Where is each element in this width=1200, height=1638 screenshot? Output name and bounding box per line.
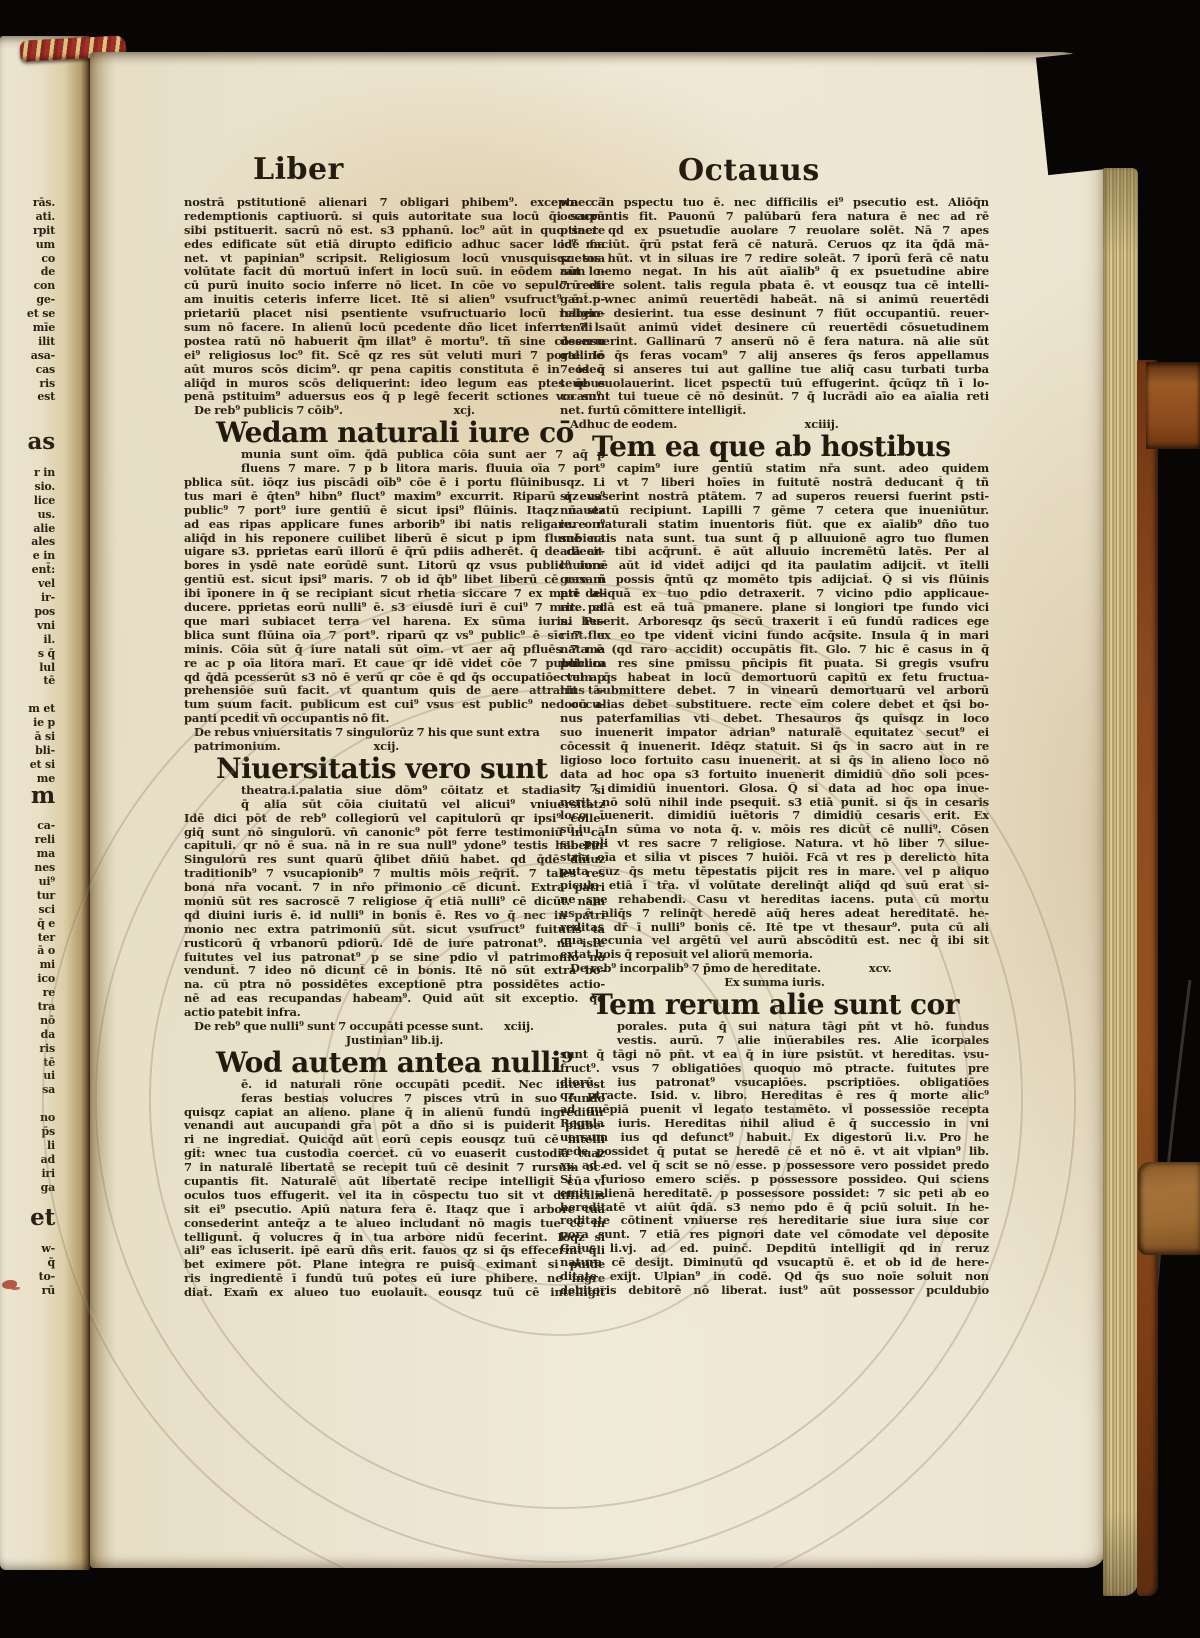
text-line: qz ptracte. Isid. v. libro. Hereditas ē res q̄ morte alic⁹ xyxy=(560,1089,989,1103)
chapter-number: xcij. xyxy=(373,739,400,753)
facing-page-fragment: no xyxy=(40,1111,55,1125)
facing-page-fragment: reli xyxy=(34,833,55,847)
text-line: nus paterfamilias vti debet. Thesauros q̄s quisqz in loco xyxy=(560,712,989,726)
text-line: edes edificate sūt etiā dirupto edificio adhuc sacer loc⁹ ma xyxy=(184,237,605,251)
text-line: nostrā pstitutionē alienari 7 obligari phibem⁹. excepta cā xyxy=(184,196,605,209)
text-line: rusticorū q̄ vrbanorū pdiorū. Idē de iure patronat⁹. nā iste xyxy=(184,936,605,950)
text-line: net. furtū cōmittere intelligit̄. xyxy=(560,404,747,418)
text-line: sum nō facere. In alienū locū pcedente dño licet inferre. 7 ls xyxy=(184,321,605,335)
text-line: feras bestias volucres 7 pisces vtrū in suo fundo xyxy=(241,1091,605,1105)
facing-page-fragment: sci xyxy=(38,902,55,916)
facing-page-fragment: de xyxy=(40,265,55,279)
text-line: piculo etiā ī tr̄a. vl̄ volūtate derelinq̄t aliq̄d qd suū erat si- xyxy=(560,878,989,892)
section-heading: Wod autem antea nulli⁹ xyxy=(216,1047,573,1078)
text-line: oculos tuos effugerit. vel ita in cōspectu tuo sit vt difficilis xyxy=(184,1188,605,1202)
facing-page-fragment: me xyxy=(36,771,55,785)
text-line: public⁹ 7 port⁹ iure gentiū ē sicut ipsi⁹ flūinis. Itaqz nauez xyxy=(184,503,605,517)
chapter-rubric xyxy=(184,740,605,754)
facing-page-fragment: tē xyxy=(43,674,55,688)
text-line: ē. id naturali rōne occupāti pcedit̄. Nec interest xyxy=(241,1077,605,1091)
book-page xyxy=(90,52,1104,1568)
facing-page-fragment: ā o xyxy=(37,944,55,958)
facing-page-fragment: ilit xyxy=(38,334,55,348)
text-line: natura cē desijt. Diminutū qd vsucaptū ē. et ob id de here- xyxy=(560,1256,989,1270)
text-line: minis. Cōia sūt q̄ iure natali sūt oīm. vt aer aq̄ pfluēs 7 ma xyxy=(184,642,605,656)
text-line: re ac p oīa litora marī. Et caue qr idē videt̄ cōe 7 publicum xyxy=(184,656,605,670)
text-line: gere ñ possis q̄ntū qz momēto tpis adijciat̄. Q̄ si vis flūinis xyxy=(560,573,989,587)
text-line: extat hois q̄ reposuit vel aliorū memoria. xyxy=(560,948,813,962)
facing-page-fragment: as xyxy=(27,428,55,456)
facing-page-fragment: ris xyxy=(39,376,55,390)
text-line: su ppl̄i vt res sacre 7 religiose. Natura. vt hō liber 7 silue- xyxy=(560,837,989,851)
text-line: rint. ex eo tpe vident̄ vicini fundo acq̄site. Insula q̄ in mari xyxy=(560,628,989,642)
facing-page-fragment: lice xyxy=(33,493,55,507)
text-line: ligioso loco fortuito casu inuenerit. at si q̄s in alieno loco nō xyxy=(560,753,989,767)
text-line: na. cū ptra nō possidētes exceptionē ptra possidētes actio- xyxy=(184,978,605,992)
text-line: net. vt papinian⁹ scripsit. Religiosum locū vnusquisqz sua xyxy=(184,251,605,265)
text-line: stria oīa et sil̄ia vt pisces 7 huiōi. Fcā vt res p derelicto hīta xyxy=(560,851,989,865)
facing-page-fragment: m xyxy=(30,781,55,809)
text-line: habere desierint. tua esse desinunt 7 fiūt occupantiū. reuer- xyxy=(560,307,989,321)
text-line: telligunt̄. q̄ volucres q̄ in tua arbore nidū fecerint. Iōqz si xyxy=(184,1230,605,1244)
text-line: rius submittere debet. 7 in vinearū demortuarū vel arborū xyxy=(560,684,989,698)
facing-page-fragment: ris xyxy=(39,1041,55,1055)
text-line: Si a furioso emero sciēs. p possessore possideo. Qui sciens xyxy=(560,1172,989,1186)
text-line: ni heserit. Arboresqz q̄s secū traxerit ī eū fundū radices ege xyxy=(560,614,989,628)
facing-page-fragment: re xyxy=(42,986,55,1000)
text-line: idē faciūt. q̄rū pstat ferā cē naturā. Ceruos qz ita q̄dā mā- xyxy=(560,237,989,251)
text-line: bet eximere pōt. Plane integra re puisq̄ eximant̄ si puide xyxy=(184,1258,605,1272)
text-line: blica sunt flūina oīa 7 port⁹. riparū qz vs⁹ public⁹ ē sīc 7 flu xyxy=(184,628,605,642)
clasp-strap-top xyxy=(1146,362,1200,449)
text-line: nē ad eas recupandas habeam⁹. Quid aūt sit exceptio. q̄d xyxy=(184,992,605,1006)
text-line: que mari subiacet terra vel harena. Ex sūma iuris. Pu- xyxy=(184,614,605,628)
text-line: si euaserint nostrā ptātem. 7 ad superos reuersi fuerint psti- xyxy=(560,489,989,503)
text-line: postea ratū nō habuerit q̄m illat⁹ ē mortu⁹. tñ sine cōsensu xyxy=(184,334,605,348)
text-line: ali⁹ eas īcluserit. ipē earū dñs erit. fauos qz si q̄s effecerint q̄li xyxy=(184,1244,605,1258)
text-line: sū.iu. In sūma vo nota q̄. v. mōis res dicūt̄ cē nulli⁹. Cōsen xyxy=(560,823,989,837)
facing-page-fragment: um xyxy=(35,237,55,251)
facing-page-fragment: et se xyxy=(26,307,55,321)
facing-page-fragment: ga xyxy=(40,1180,55,1194)
text-line: moniū sūt res sacroscē 7 religiose q̄ etiā nulli⁹ cē dicūt. nam xyxy=(184,894,605,908)
chapter-rubric-text: Adhuc de eodem. xyxy=(570,418,678,432)
facing-page-fragment: ir- xyxy=(41,591,55,605)
text-line: bores in ysdē nate eorūdē sunt. Litorū qz vsus public⁹ iure xyxy=(184,559,605,573)
text-line: publica res sine pmissu pn̄cipis fit puata. Si gregis vsufru xyxy=(560,656,989,670)
text-line: venandi aut aucupandi gr̄a pōt a dño si is puiderit phibe- xyxy=(184,1119,605,1133)
facing-page-fragment: ter xyxy=(37,930,55,944)
text-line: Gaius li.vj. ad ed. puinc̄. Depditū intelligit̄ qd in reruz xyxy=(560,1242,989,1256)
facing-page-fragment: nō xyxy=(40,1013,55,1027)
text-line: reditas dr̄ ī nulli⁹ bonis cē. Itē tpe vt thesaur⁹. puta cū ali xyxy=(560,920,989,934)
text-line: quisqz capiat an alieno. plane q̄ in alienū fundū ingreditur xyxy=(184,1105,605,1119)
page-block-fore-edge xyxy=(1103,168,1138,1596)
text-line: munia sunt oīm. q̄dā publica cōia sunt aer 7 aq̄ p xyxy=(241,448,605,462)
chapter-rubric-text: De reb⁹ que nulli⁹ sunt 7 occupāti pcesse sunt. xyxy=(194,1019,484,1033)
section-heading: Tem ea que ab hostibus xyxy=(592,432,951,463)
chapter-rubric-text: De rebus vniuersitatis 7 singulorūz 7 his que sunt extra xyxy=(194,726,540,740)
facing-page-fragment: p̄s xyxy=(41,1125,55,1138)
text-line: wnec in pspectu tuo ē. nec difficilis ei⁹ psecutio est. Aliōq̄n xyxy=(560,196,989,209)
text-line: ibi īponere in q̄ se recipiant sicut rhetia siccare 7 ex mari de- xyxy=(184,587,605,601)
text-line: hereditatē vt aiūt q̄dā. s3 nemo pdo ē q̄ pciū soluit. In he- xyxy=(560,1200,989,1214)
facing-page-fragment: to- xyxy=(38,1270,55,1284)
facing-page-fragment: da xyxy=(40,1027,55,1041)
text-line: git̄: wnec tua custodia coercet̄. cū vo euaserit custodiā tuaz xyxy=(184,1147,605,1161)
text-line: nū statū recipiunt. Lapilli 7 gēme 7 cetera que inueniūtur. xyxy=(560,503,989,517)
text-line: panti pcedit̄ vn̄ occupantis nō fit. xyxy=(184,712,390,726)
text-line: capituli. qr nō ē sua. nā in re sua null⁹ ydone⁹ testis habetur xyxy=(184,839,605,853)
text-line: loco īuenerit. dimidiū iuētoris 7 dimidiū cesaris erit. Ex xyxy=(560,809,989,823)
facing-page-text-fragments xyxy=(0,196,60,1326)
running-head-left: Liber xyxy=(253,152,344,187)
text-line: vt 7 liberi hoīes in fuitutē nostrā deducant̄ q̄ tñ xyxy=(617,476,989,490)
facing-page-fragment: vel xyxy=(38,577,55,591)
chapter-rubric xyxy=(560,418,989,432)
text-line: suetos hūt. vt in siluas ire 7 redire soleāt. 7 iporū ferā cē natu xyxy=(560,251,989,265)
text-line: sit. 7 dimidiū inuentori. Glosa. Q̄ si data ad hoc opa inue- xyxy=(560,781,989,795)
facing-page-fragment: est xyxy=(37,390,55,404)
facing-page-fragment: mīe xyxy=(32,321,55,335)
text-line: ram nemo negat. In his aūt aīalib⁹ q̄ ex psuetudine abire xyxy=(560,265,989,279)
facing-page-fragment: con xyxy=(33,279,55,293)
facing-page-fragment: alie xyxy=(33,521,55,535)
chapter-rubric xyxy=(560,962,989,976)
facing-page-fragment: ie p xyxy=(33,716,55,730)
chapter-number: xciiij. xyxy=(804,418,839,432)
text-line: suo inuenerit impator adrian⁹ naturalē equitatez secut⁹ ei xyxy=(560,726,989,740)
facing-page-fragment: sio. xyxy=(34,479,55,493)
text-line: reditate cōtinent̄ vniuerse res hereditarie siue iura siue cor xyxy=(560,1214,989,1228)
text-line: subiectis nata sunt. tua sunt q̄ p alluuionē agro tuo flumen xyxy=(560,531,989,545)
facing-page-fragment: w- xyxy=(41,1242,55,1256)
text-line: fluens 7 mare. 7 p b litora maris. fluuia oīa 7 port⁹ xyxy=(241,462,605,476)
text-line: ei⁹ religiosus loc⁹ fit. Scē qz res sūt veluti muri 7 porte. Iō xyxy=(184,348,605,362)
text-line: pblica sūt. iōqz ius piscādi oīb⁹ cōe ē i portu flūinibusqz. Li xyxy=(184,476,605,490)
text-line: consederint anteq̄z a te alueo includant̄ nō magis tue cē in xyxy=(184,1216,605,1230)
facing-page-fragment xyxy=(0,688,60,702)
chapter-rubric xyxy=(184,726,605,740)
text-line: aliq̄d in muros scōs deliquerint: ideo legum eas ptes q̄bus xyxy=(184,376,605,390)
chapter-rubric-text: De reb⁹ publicis 7 cōib⁹. xyxy=(194,404,343,418)
facing-page-fragment: ui⁹ xyxy=(38,874,55,888)
text-line: prehensiōe suū facit. vt quantum quis de aere attrahit tā- xyxy=(184,684,605,698)
text-line: ptinet qd ex psuetudīe auolare 7 reuolare solēt. Nā 7 apes xyxy=(560,223,989,237)
text-line: aūt muros scōs dicim⁹. qr pena capitis constituta ē in eos q̄ xyxy=(184,362,605,376)
text-line: porales. puta q̄ sui natura tāgi pn̄t vt hō. fundus xyxy=(617,1019,989,1033)
text-line: 7 in naturalē libertatē se recepit tuū cē desinit 7 rursum oc- xyxy=(184,1161,605,1175)
text-line: data ad hoc opa s3 fortuito inuenerit dimidiū dño soli pces- xyxy=(560,767,989,781)
text-line: occupantis fit. Pauonū 7 palūbarū fera natura ē nec ad rē xyxy=(560,209,989,223)
text-line: Singulorū res sunt quarū q̄libet dñiū habet. qd q̄dē dñiuz xyxy=(184,853,605,867)
facing-page-fragment: ca- xyxy=(37,819,55,833)
text-line: ptē aliquā ex tuo pdio detraxerit. 7 vicino pdio applicaue- xyxy=(560,587,989,601)
text-line: qd q̄dā pcesserūt s3 nō ē verū qr cōe ē qd q̄s occupatiōe vel ap xyxy=(184,670,605,684)
facing-page-fragment: e in xyxy=(32,549,55,563)
facing-page-fragment: lul xyxy=(39,660,55,674)
facing-page-fragment: ati. xyxy=(35,209,55,223)
text-line: sunt q̄ tāgi nō pn̄t. vt ea q̄ in iure psistūt. vt hereditas. vsu- xyxy=(560,1047,989,1061)
text-line: us ē aliq̄s 7 relinq̄t heredē aūq̄ heres adeat hereditatē. he- xyxy=(560,906,989,920)
text-line: deseruerint. Gallinarū 7 anserū nō ē fera natura. nā alie sūt xyxy=(560,334,989,348)
facing-page-fragment: et si xyxy=(29,757,55,771)
text-column-left xyxy=(184,196,605,1300)
text-line: puta cuz q̄s metu tēpestatis pijcit res in mare. vel p aliquo xyxy=(560,864,989,878)
facing-page-fragment: rpit xyxy=(33,223,55,237)
text-line: pora sunt. 7 etiā res pignori date vel cōmodate vel deposite xyxy=(560,1228,989,1242)
facing-page xyxy=(0,36,90,1570)
text-line: sit ei⁹ psecutio. Apiū natura fera ē. Itaqz que ī arbore tua xyxy=(184,1202,605,1216)
text-line: Idē dici pōt de reb⁹ collegiorū vel capitulorū qr ipsi⁹ colle- xyxy=(184,811,605,825)
text-line: 7 redire solent. talis regula pbata ē. vt eousqz tua cē intelli- xyxy=(560,279,989,293)
facing-page-fragment: sa xyxy=(42,1083,55,1097)
facing-page-fragment: ent̄: xyxy=(31,563,55,577)
text-line: debitoris debitorē nō liberat. iust⁹ aūt possessor pculdubio xyxy=(560,1283,989,1297)
text-line: volūtate facit dū mortuū infert in locū suū. in eōdem aūt lo- xyxy=(184,265,605,279)
text-line: adiecit tibi acq̄runt̄. ē aūt alluuio incremētū latēs. Per al xyxy=(560,545,989,559)
facing-page-fragment: il. xyxy=(43,632,55,646)
text-line: gant̄. wnec animū reuertēdi habeāt. nā si animū reuertēdi xyxy=(560,293,989,307)
text-line: locū alias debet substituere. recte eīm colere debet et q̄si bo- xyxy=(560,698,989,712)
source-note: Ex summa iuris. xyxy=(724,976,825,990)
facing-page-fragment xyxy=(0,1298,60,1312)
facing-page-fragment: vni xyxy=(37,618,55,632)
section-heading: Wedam naturali iure cō xyxy=(216,418,574,449)
text-line: redemptionis captiuorū. si quis autoritate sua locū q̄i sacrū xyxy=(184,209,605,223)
text-line: luuionē aūt id videt̄ adijci qd ita paulatim adijcit̄. vt ītelli xyxy=(560,559,989,573)
facing-page-fragment: rās. xyxy=(32,196,55,209)
facing-page-fragment: ico xyxy=(37,972,55,986)
facing-page-fragment: nes xyxy=(34,861,55,875)
text-line: qd diuini iuris ē. id nulli⁹ in bonis ē. Res vo q̄ nec in patri xyxy=(184,908,605,922)
text-line: diat̄. Exam̄ ex alueo tuo euolauit. eousqz tuū cē intelligit̄ xyxy=(184,1286,605,1300)
facing-page-fragment: q̄ xyxy=(47,1256,55,1270)
facing-page-fragment: tē xyxy=(43,1055,55,1069)
text-line: diorū. ius patronat⁹ vsucapiōes. pscriptiōes. obligatiōes xyxy=(560,1075,989,1089)
text-line: uigare s3. pprietas earū illorū ē q̄rū pdiis adherēt. q̄ de cā ar- xyxy=(184,545,605,559)
text-line: rit. palā est eā tuā pmanere. plane si longiori tpe fundo vici xyxy=(560,601,989,615)
text-line: traditionib⁹ 7 vsucapionib⁹ 7 multis mōis req̄rit̄. 7 tales res xyxy=(184,867,605,881)
facing-page-fragment: bli- xyxy=(35,743,55,757)
text-line: teue euolauerint. licet pspectū tuū effugerint. q̄cūqz tñ ī lo- xyxy=(560,376,989,390)
chapter-number: xcj. xyxy=(453,404,475,418)
section-heading: Tem rerum alie sunt cor xyxy=(592,989,959,1020)
text-line: theatra.i.palatia siue dōm⁹ cōitatz et stadia 7 si xyxy=(241,783,605,797)
text-line: cupantis fit. Naturalē aūt libertatē recipe intelligit̄ cū vl̄ xyxy=(184,1175,605,1188)
text-line: fruct⁹. vsus 7 obligatiōes quoquo mō ptracte. fuitutes pre xyxy=(560,1061,989,1075)
top-right-shadow xyxy=(1036,40,1200,175)
facing-page-fragment: ā si xyxy=(34,729,55,743)
facing-page-fragment xyxy=(0,1097,60,1111)
text-line: xv. ad ed. vel q̄ scit se nō esse. p possessore vero possidet predo xyxy=(560,1158,989,1172)
facing-page-fragment: s q̄ xyxy=(37,646,55,660)
text-line: bona nr̄a vocant̄. 7 in nr̄o pr̄imonio cē dicunt̄. Extra patri xyxy=(184,881,605,895)
text-line: emit alienā hereditatē. p possessore possidet: 7 sic peti ab eo xyxy=(560,1186,989,1200)
text-line: giq̄ sunt nō singulorū. vn̄ canonic⁹ pōt ferre testimoniū in cā xyxy=(184,825,605,839)
text-line: Regula iuris. Hereditas nihil aliud ē q̄ successio in vni xyxy=(560,1117,989,1131)
text-line: gentiū est. sicut ipsi⁹ maris. 7 ob id q̄b⁹ libet liberū cē casam xyxy=(184,573,605,587)
chapter-rubric-text: De reb⁹ incorpalib⁹ 7 p̄mo de hereditate. xyxy=(570,962,822,976)
section-heading: Niuersitatis vero sunt xyxy=(216,753,548,784)
facing-page-fragment: ales xyxy=(31,535,55,549)
text-line: monio nec extra patrimoniū sūt. sicut vsufruct⁹ fuitutis tā xyxy=(184,922,605,936)
text-line: cū purū inuito socio inferre nō licet. In cōe vo sepulcrū eti xyxy=(184,279,605,293)
text-line: vestis. aurū. 7 alie inūerabiles res. Alie īcorpales xyxy=(617,1033,989,1047)
text-line: capim⁹ iure gentiū statim nr̄a sunt. adeo quidem xyxy=(617,462,989,476)
text-line: ad eas ripas applicare funes arborib⁹ ibi natis religare. on⁹ xyxy=(184,517,605,531)
text-line: vendunt̄. 7 ideo nō dicunt̄ cē in bonis. Itē nō sūt extra bo- xyxy=(184,964,605,978)
facing-page-fragment: asa- xyxy=(30,348,55,362)
chapter-number: xciij. xyxy=(503,1019,534,1033)
facing-page-fragment: tur xyxy=(36,888,55,902)
facing-page-fragment: co xyxy=(41,251,55,265)
cover-leather-edge xyxy=(1137,360,1158,1596)
text-line: rede possidet q̄ putat se heredē cē et nō ē. vt ait vlpian⁹ lib. xyxy=(560,1145,989,1158)
chapter-number: xcv. xyxy=(868,962,892,976)
text-line: aliq̄d in his reponere cuilibet liberū ē sicut p ipm flumē na xyxy=(184,531,605,545)
facing-page-fragment: q̄ e xyxy=(37,916,55,930)
chapter-rubric xyxy=(184,1020,605,1034)
facing-page-fragment: ui xyxy=(43,1069,55,1083)
facing-page-fragment: ad xyxy=(40,1152,55,1166)
chapter-rubric-text: patrimonium. xyxy=(194,739,281,753)
chapter-rubric xyxy=(184,404,605,418)
text-line: actio patebit infra. xyxy=(184,1006,301,1020)
facing-page-fragment: li xyxy=(47,1138,55,1152)
clasp-strap-bottom xyxy=(1138,1162,1200,1255)
running-head-right: Octauus xyxy=(678,153,820,188)
text-line: sibi pstituerit. sacrū nō est. s3 pphanū. loc⁹ aūt in quo sacre xyxy=(184,223,605,237)
facing-page-fragment: cas xyxy=(35,362,55,376)
facing-page-fragment: r in xyxy=(33,466,55,480)
text-line: ducere. pprietas eorū nulli⁹ ē. s3 eiusdē iurī ē cui⁹ 7 mare. et xyxy=(184,601,605,615)
text-line: q̄ alia sūt cōia ciuitatū vel alicui⁹ vniuersitatz xyxy=(241,797,605,811)
text-line: cōcessit q̄ inuenerit. Idēqz statuit. Si q̄s in sacro aut in re xyxy=(560,739,989,753)
facing-page-fragment: tra xyxy=(37,999,55,1013)
text-line: tus mari ē q̄ten⁹ hibn⁹ fluct⁹ maxim⁹ excurrit. Riparū qz vs⁹ xyxy=(184,489,605,503)
text-column-right xyxy=(560,196,989,1298)
text-line: ctum q̄s habeat in locū demortuorū capitū ex fetu fructua- xyxy=(560,670,989,684)
facing-page-fragment xyxy=(0,404,60,418)
text-line: tendi aūt animū videt̄ desinere cū reuertēdi cōsuetudinem xyxy=(560,321,989,335)
facing-page-fragment: mi xyxy=(39,958,55,972)
text-line: iure naturali statim inuentoris fiūt. que ex aīalib⁹ dño tuo xyxy=(560,517,989,531)
facing-page-fragment: m et xyxy=(28,702,55,716)
text-line: ri ne ingrediat̄. Quicq̄d aūt eorū cepis eousqz tuū cē intelli xyxy=(184,1133,605,1147)
facing-page-fragment: iri xyxy=(41,1166,55,1180)
text-line: ad quēpiā puenit vl̄ legato testamēto. vl̄ possessiōe recepta xyxy=(560,1103,989,1117)
text-line: uersum ius qd defunct⁹ habuit. Ex digestorū li.v. Pro he xyxy=(560,1131,989,1145)
facing-page-fragment: ge- xyxy=(36,293,55,307)
facing-page-fragment: ma xyxy=(36,847,55,861)
text-line: nerit. nō solū nihil inde psequit̄. s3 etiā punit̄. si q̄s in cesaris xyxy=(560,795,989,809)
facing-page-fragment: rū xyxy=(41,1283,55,1297)
facing-page-fragment: pos xyxy=(34,604,55,618)
text-line: galline q̄s feras vocam⁹ 7 alij anseres q̄s feros appellamus xyxy=(560,348,989,362)
text-line: nata ē (qd raro accidit) occupātis fit. Glo. 7 hic ē casus in q̄ xyxy=(560,642,989,656)
text-line: tum suum facit. publicum est cui⁹ vsus est public⁹ nec occu- xyxy=(184,698,605,712)
text-line: co sunt tui tueue cē nō desinūt. 7 q̄ lucrādi aīo ea aīalia reti xyxy=(560,390,989,404)
text-line: ne spe rehabendi. Casu vt hereditas iacens. puta cū mortu xyxy=(560,892,989,906)
text-line: penā pstituim⁹ aduersus eos q̄ p legē fecerit sctiones vocam⁹. xyxy=(184,390,605,404)
text-line: fuitutes vel ius patronat⁹ p se sine pdio vl̄ patrimonio nō xyxy=(184,950,605,964)
facing-page-fragment: et xyxy=(30,1204,55,1232)
text-line: qua pecunia vel argētū vel aurū abscōditū est. nec q̄ ibi sit xyxy=(560,934,989,948)
text-line: am inuitis ceteris inferre licet. Itē si alien⁹ vsufruct⁹ ē. p- xyxy=(184,293,605,307)
facing-page-fragment: us. xyxy=(37,507,55,521)
text-line: ditate exijt. Ulpian⁹ in codē. Qd q̄s suo noīe soluit non xyxy=(560,1270,989,1284)
text-line: 7 ideo si anseres tui aut galline tue aliq̄ casu turbati turba xyxy=(560,362,989,376)
text-line: ris ingredientē ī fundū tuū potes eū iure phibere. ne ingre xyxy=(184,1272,605,1286)
text-line: prietariū placet nisi psentiente vsufructuario locū religio- xyxy=(184,307,605,321)
source-note: Justinian⁹ lib.ij. xyxy=(345,1033,444,1047)
